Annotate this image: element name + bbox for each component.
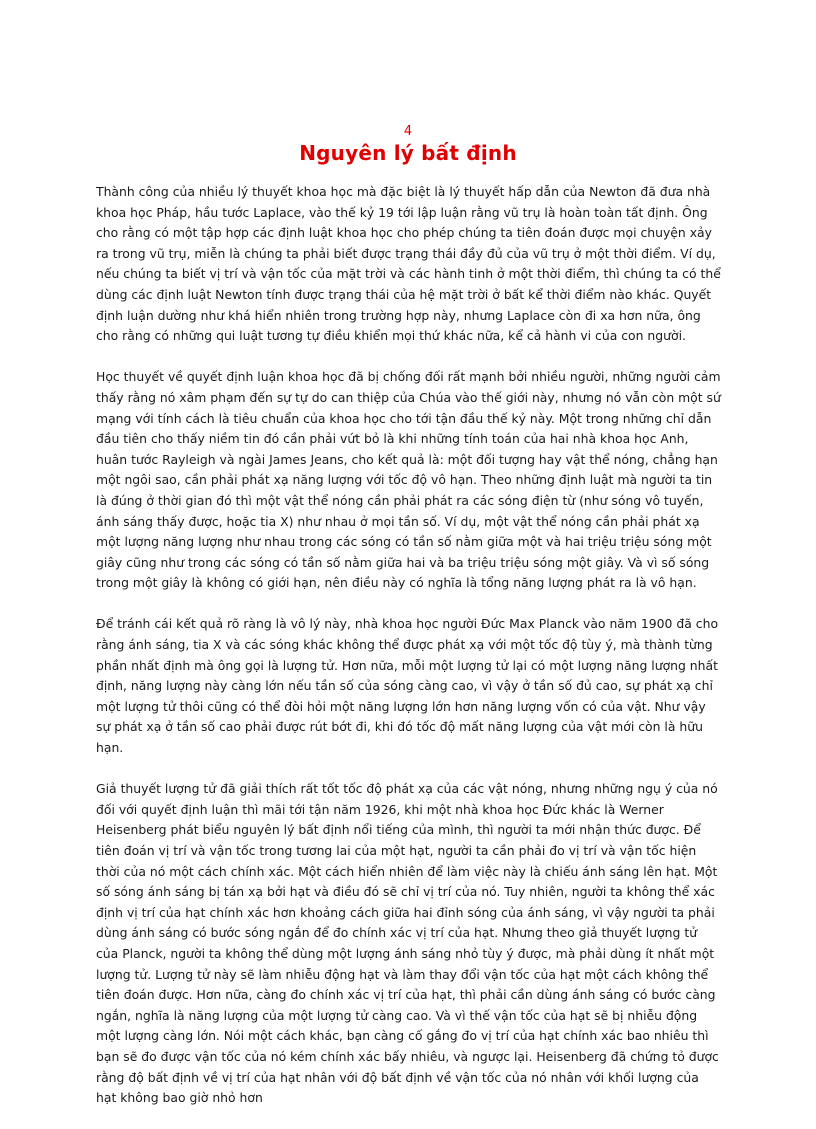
paragraph: Để tránh cái kết quả rõ ràng là vô lý này, nhà khoa học người Đức Max Planck vào năm 1900 đã cho rằng ánh sáng, tia X và các sóng khác không thể được phát xạ với một tốc độ tùy ý, mà thành từng phần nhất định mà ông gọi là lượng tử. Hơn nữa, mỗi một lượng tử lại có một lượng năng lượng nhất định, năng lượng này càng lớn nếu tần số của sóng càng cao, vì vậy ở tần số đủ cao, sự phát xạ chỉ một lượng tử thôi cũng có thể đòi hỏi một năng lượng lớn hơn năng lượng vốn có của vật. Như vậy sự phát xạ ở tần số cao phải được rút bớt đi, khi đó tốc độ mất năng lượng của vật mới còn là hữu hạn.	[96, 616, 719, 756]
paragraph: Học thuyết về quyết định luận khoa học đã bị chống đối rất mạnh bởi nhiều người, những người cảm thấy rằng nó xâm phạm đến sự tự do can thiệp của Chúa vào thế giới này, nhưng nó vẫn còn một sứ mạng với tính cách là tiêu chuẩn của khoa học cho tới tận đầu thế kỷ này. Một trong những chỉ dẫn đầu tiên cho thấy niềm tin đó cần phải vứt bỏ là khi những tính toán của hai nhà khoa học Anh, huân tước Rayleigh và ngài James Jeans, cho kết quả là: một đối tượng hay vật thể nóng, chẳng hạn một ngôi sao, cần phải phát xạ năng lượng với tốc độ vô hạn. Theo những định luật mà người ta tin là đúng ở thời gian đó thì một vật thể nóng cần phải phát ra các sóng điện từ (như sóng vô tuyến, ánh sáng thấy được, hoặc tia X) như nhau ở mọi tần số. Ví dụ, một vật thể nóng cần phải phát xạ một lượng năng lượng như nhau trong các sóng có tần số nằm giữa một và hai triệu triệu sóng một giây cũng như trong các sóng có tần số nằm giữa hai và ba triệu triệu sóng một giây. Và vì số sóng trong một giây là không có giới hạn, nên điều này có nghĩa là tổng năng lượng phát ra là vô hạn.	[96, 369, 721, 591]
body-text	[96, 182, 722, 1129]
chapter-number: 4	[403, 124, 413, 139]
paragraph: Giả thuyết lượng tử đã giải thích rất tốt tốc độ phát xạ của các vật nóng, nhưng những ngụ ý của nó đối với quyết định luận thì mãi tới tận năm 1926, khi một nhà khoa học Đức khác là Werner Heisenberg phát biểu nguyên lý bất định nổi tiếng của mình, thì người ta mới nhận thức được. Để tiên đoán vị trí và vận tốc trong tương lai của một hạt, người ta cần phải đo vị trí và vận tốc hiện thời của nó một cách chính xác. Một cách hiển nhiên để làm việc này là chiếu ánh sáng lên hạt. Một số sóng ánh sáng bị tán xạ bởi hạt và điều đó sẽ chỉ vị trí của nó. Tuy nhiên, người ta không thể xác định vị trí của hạt chính xác hơn khoảng cách giữa hai đỉnh sóng của ánh sáng, vì vậy người ta phải dùng ánh sáng có bước sóng ngắn để đo chính xác vị trí của hạt. Nhưng theo giả thuyết lượng tử của Planck, người ta không thể dùng một lượng ánh sáng nhỏ tùy ý được, mà phải dùng ít nhất một lượng tử. Lượng tử này sẽ làm nhiễu động hạt và làm thay đổi vận tốc của hạt một cách không thể tiên đoán được. Hơn nữa, càng đo chính xác vị trí của hạt, thì phải cần dùng ánh sáng có bước càng ngắn, nghĩa là năng lượng của một lượng tử càng cao. Và vì thế vận tốc của hạt sẽ bị nhiễu động một lượng càng lớn. Nói một cách khác, bạn càng cố gắng đo vị trí của hạt chính xác bao nhiêu thì bạn sẽ đo được vận tốc của nó kém chính xác bấy nhiêu, và ngược lại. Heisenberg đã chứng tỏ được rằng độ bất định về vị trí của hạt nhân với độ bất định về vận tốc của nó nhân với khối lượng của hạt không bao giờ nhỏ hơn	[96, 781, 719, 1106]
chapter-title: Nguyên lý bất định	[299, 141, 517, 165]
paragraph: Thành công của nhiều lý thuyết khoa học mà đặc biệt là lý thuyết hấp dẫn của Newton đã đưa nhà khoa học Pháp, hầu tước Laplace, vào thế kỷ 19 tới lập luận rằng vũ trụ là hoàn toàn tất định. Ông cho rằng có một tập hợp các định luật khoa học cho phép chúng ta tiên đoán được mọi chuyện xảy ra trong vũ trụ, miễn là chúng ta phải biết được trạng thái đầy đủ của vũ trụ ở một thời điểm. Ví dụ, nếu chúng ta biết vị trí và vận tốc của mặt trời và các hành tinh ở một thời điểm, thì chúng ta có thể dùng các định luật Newton tính được trạng thái của hệ mặt trời ở bất kể thời điểm nào khác. Quyết định luận dường như khá hiển nhiên trong trường hợp này, nhưng Laplace còn đi xa hơn nữa, ông cho rằng có những qui luật tương tự điều khiển mọi thứ khác nữa, kể cả hành vi của con người.	[96, 184, 721, 344]
